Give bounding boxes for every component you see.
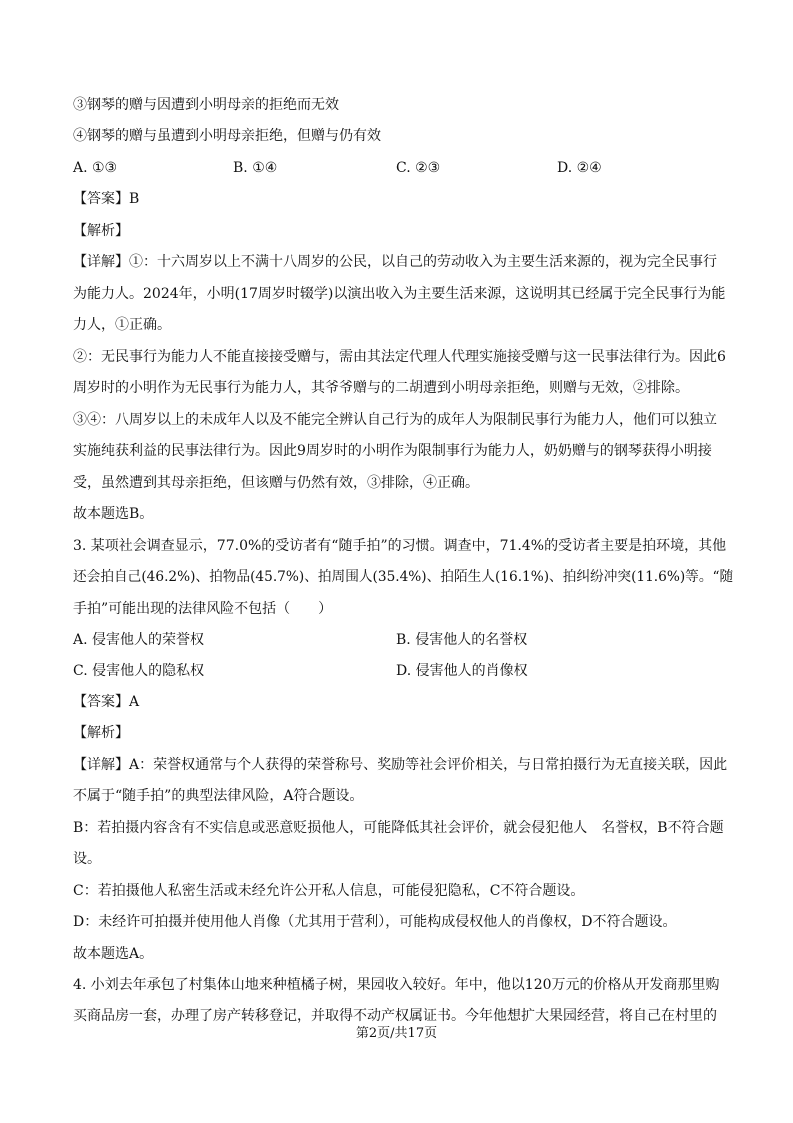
q2-item-3: ③钢琴的赠与因遭到小明母亲的拒绝而无效 xyxy=(73,97,339,113)
q3-explanation-line: 设。 xyxy=(73,851,101,867)
q3-explanation-line: C：若拍摄他人私密生活或未经允许公开私人信息，可能侵犯隐私，C不符合题设。 xyxy=(73,883,585,899)
q2-option-b: B. ①④ xyxy=(233,160,278,176)
q3-conclusion: 故本题选A。 xyxy=(73,946,154,962)
q2-item-4: ④钢琴的赠与虽遭到小明母亲拒绝，但赠与仍有效 xyxy=(73,128,381,144)
q3-option-a: A. 侵害他人的荣誉权 xyxy=(73,632,205,648)
q2-explanation-line: 实施纯获利益的民事法律行为。因此9周岁时的小明作为限制事行为能力人，奶奶赠与的钢琴获得小明接 xyxy=(73,443,712,459)
q3-explanation-line: 不属于“随手拍”的典型法律风险，A符合题设。 xyxy=(73,788,364,804)
q2-explanation-line: 周岁时的小明作为无民事行为能力人，其爷爷赠与的二胡遭到小明母亲拒绝，则赠与无效，②排除。 xyxy=(73,380,689,396)
q2-explanation-line: 力人，①正确。 xyxy=(73,317,171,333)
q3-option-d: D. 侵害他人的肖像权 xyxy=(396,663,528,679)
q3-option-c: C. 侵害他人的隐私权 xyxy=(73,663,205,679)
q2-option-d: D. ②④ xyxy=(557,160,602,176)
q3-explanation-line: B：若拍摄内容含有不实信息或恶意贬损他人，可能降低其社会评价，就会侵犯他人 名誉权，B不符合题 xyxy=(73,820,724,836)
page-footer: 第2页/共17页 xyxy=(355,1026,438,1041)
q2-explanation-line: 为能力人。2024年，小明(17周岁时辍学)以演出收入为主要生活来源，这说明其已经属于完全民事行为能 xyxy=(73,286,726,302)
q2-analysis-label: 【解析】 xyxy=(73,223,129,239)
q2-option-c: C. ②③ xyxy=(396,160,441,176)
q3-stem-line: 手拍”可能出现的法律风险不包括（ ） xyxy=(73,601,333,617)
q2-explanation-line: ③④：八周岁以上的未成年人以及不能完全辨认自己行为的成年人为限制民事行为能力人，他们可以独立 xyxy=(73,412,717,428)
q3-analysis-label: 【解析】 xyxy=(73,725,129,741)
q2-answer: 【答案】B xyxy=(73,191,140,207)
q3-explanation-line: D：未经许可拍摄并使用他人肖像（尤其用于营利），可能构成侵权他人的肖像权，D不符合题设。 xyxy=(73,914,677,930)
q4-stem-line: 4. 小刘去年承包了村集体山地来种植橘子树，果园收入较好。年中，他以120万元的价格从开发商那里购 xyxy=(73,977,720,993)
q3-answer: 【答案】A xyxy=(73,694,140,710)
q4-stem-line: 买商品房一套，办理了房产转移登记，并取得不动产权属证书。今年他想扩大果园经营，将自己在村里的 xyxy=(73,1008,717,1024)
q3-explanation-line: 【详解】A：荣誉权通常与个人获得的荣誉称号、奖励等社会评价相关，与日常拍摄行为无直接关联，因此 xyxy=(73,757,728,773)
q3-option-b: B. 侵害他人的名誉权 xyxy=(396,632,528,648)
q2-explanation-line: ②：无民事行为能力人不能直接接受赠与，需由其法定代理人代理实施接受赠与这一民事法律行为。因此6 xyxy=(73,349,726,365)
q2-option-a: A. ①③ xyxy=(73,160,118,176)
q3-stem-line: 还会拍自己(46.2%)、拍物品(45.7%)、拍周围人(35.4%)、拍陌生人(16.1%)、拍纠纷冲突(11.6%)等。“随 xyxy=(73,569,734,585)
q2-explanation-line: 受，虽然遭到其母亲拒绝，但该赠与仍然有效，③排除，④正确。 xyxy=(73,475,479,491)
q2-conclusion: 故本题选B。 xyxy=(73,506,154,522)
q2-explanation-line: 【详解】①：十六周岁以上不满十八周岁的公民，以自己的劳动收入为主要生活来源的，视为完全民事行 xyxy=(73,254,717,270)
q3-stem-line: 3. 某项社会调查显示，77.0%的受访者有“随手拍”的习惯。调查中，71.4%的受访者主要是拍环境，其他 xyxy=(73,538,727,554)
